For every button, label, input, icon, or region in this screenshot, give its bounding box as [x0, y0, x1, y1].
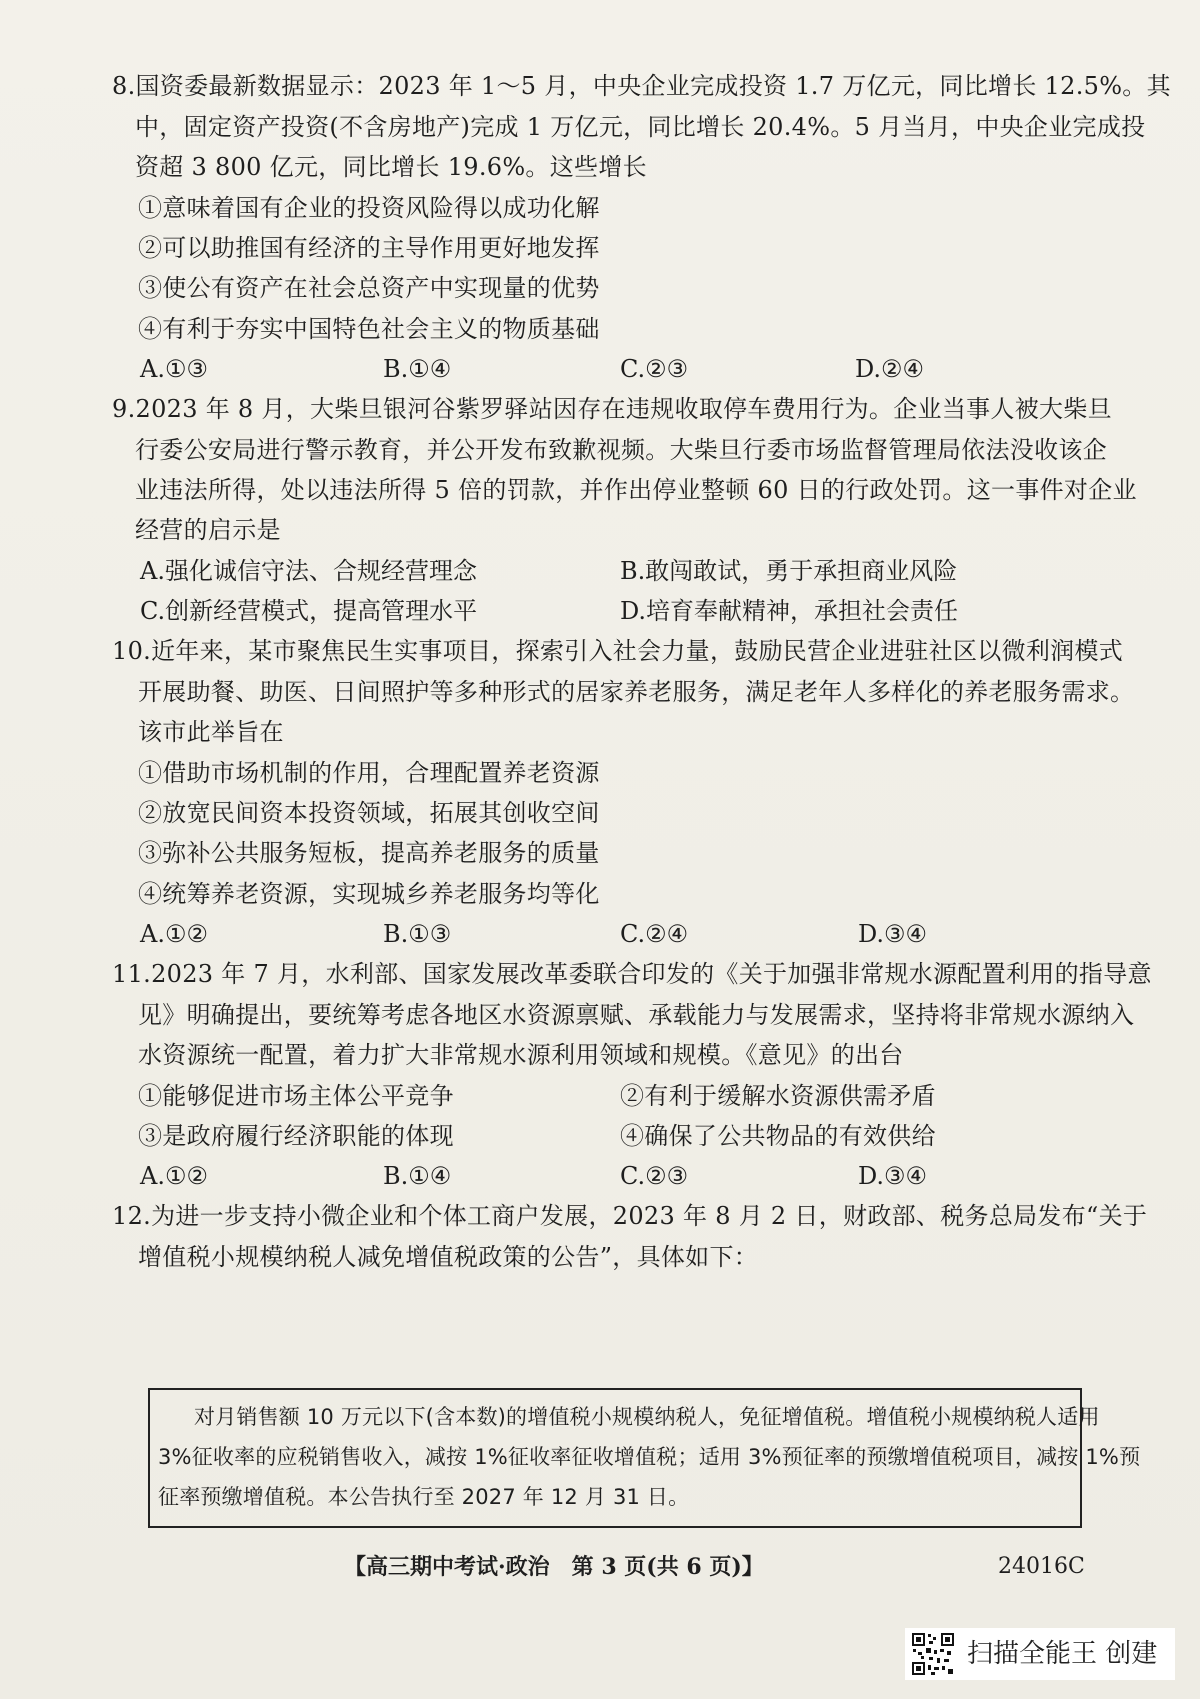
paper-code: 24016C	[998, 1554, 1085, 1579]
scanner-watermark	[905, 1628, 1175, 1680]
statement: ①借助市场机制的作用，合理配置养老资源	[138, 759, 600, 787]
statement: ②有利于缓解水资源供需矛盾	[620, 1082, 936, 1110]
option-d: D.培育奉献精神，承担社会责任	[620, 597, 959, 625]
statement: ③是政府履行经济职能的体现	[138, 1122, 454, 1150]
option-c: C.②③	[620, 355, 689, 383]
question-text-line: 增值税小规模纳税人减免增值税政策的公告”，具体如下：	[138, 1243, 759, 1271]
statement: ③使公有资产在社会总资产中实现量的优势	[138, 274, 600, 302]
option-b: B.敢闯敢试，勇于承担商业风险	[620, 557, 958, 585]
question-text-line: 该市此举旨在	[138, 718, 284, 746]
question-text-line: 水资源统一配置，着力扩大非常规水源利用领域和规模。《意见》的出台	[138, 1041, 904, 1069]
statement: ①意味着国有企业的投资风险得以成功化解	[138, 194, 600, 222]
question-text-line: 见》明确提出，要统筹考虑各地区水资源禀赋、承载能力与发展需求，坚持将非常规水源纳入	[138, 1001, 1135, 1029]
option-a: A.①③	[140, 355, 208, 383]
question-text-line: 11.2023 年 7 月，水利部、国家发展改革委联合印发的《关于加强非常规水源配置利用的指导意	[112, 960, 1152, 988]
question-text-line: 10.近年来，某市聚焦民生实事项目，探索引入社会力量，鼓励民营企业进驻社区以微利润模式	[112, 637, 1124, 665]
option-d: D.②④	[855, 355, 925, 383]
watermark-text: 扫描全能王 创建	[967, 1639, 1158, 1669]
option-a: A.强化诚信守法、合规经营理念	[140, 557, 477, 585]
question-text-line: 12.为进一步支持小微企业和个体工商户发展，2023 年 8 月 2 日，财政部、税务总局发布“关于	[112, 1202, 1148, 1230]
question-text-line: 9.2023 年 8 月，大柴旦银河谷紫罗驿站因存在违规收取停车费用行为。企业当事人被大柴旦	[112, 395, 1112, 423]
option-a: A.①②	[140, 1162, 208, 1190]
notice-line: 征率预缴增值税。本公告执行至 2027 年 12 月 31 日。	[158, 1485, 690, 1509]
question-text-line: 8.国资委最新数据显示：2023 年 1～5 月，中央企业完成投资 1.7 万亿元，同比增长 12.5%。其	[112, 72, 1171, 100]
question-text-line: 中，固定资产投资(不含房地产)完成 1 万亿元，同比增长 20.4%。5 月当月，中央企业完成投	[135, 113, 1146, 141]
statement: ②放宽民间资本投资领域，拓展其创收空间	[138, 799, 600, 827]
policy-notice-box	[148, 1388, 1141, 1528]
statement: ②可以助推国有经济的主导作用更好地发挥	[138, 234, 600, 262]
statement: ④确保了公共物品的有效供给	[620, 1122, 936, 1150]
option-b: B.①④	[383, 1162, 452, 1190]
option-c: C.②④	[620, 920, 689, 948]
notice-line: 3%征收率的应税销售收入，减按 1%征收率征收增值税；适用 3%预征率的预缴增值税项目，减按 1%预	[158, 1445, 1141, 1469]
option-c: C.创新经营模式，提高管理水平	[140, 597, 478, 625]
qr-code-icon	[911, 1632, 955, 1676]
option-b: B.①④	[383, 355, 452, 383]
option-d: D.③④	[858, 1162, 928, 1190]
notice-line: 对月销售额 10 万元以下(含本数)的增值税小规模纳税人，免征增值税。增值税小规模纳税人适用	[194, 1405, 1100, 1429]
option-c: C.②③	[620, 1162, 689, 1190]
statement: ③弥补公共服务短板，提高养老服务的质量	[138, 839, 600, 867]
question-text-line: 资超 3 800 亿元，同比增长 19.6%。这些增长	[135, 153, 647, 181]
statement: ④统筹养老资源，实现城乡养老服务均等化	[138, 880, 600, 908]
option-b: B.①③	[383, 920, 452, 948]
statement: ④有利于夯实中国特色社会主义的物质基础	[138, 315, 600, 343]
option-d: D.③④	[858, 920, 928, 948]
question-text-line: 开展助餐、助医、日间照护等多种形式的居家养老服务，满足老年人多样化的养老服务需求。	[138, 678, 1135, 706]
question-text-line: 业违法所得，处以违法所得 5 倍的罚款，并作出停业整顿 60 日的行政处罚。这一事件对企业	[135, 476, 1137, 504]
question-text-line: 经营的启示是	[135, 516, 281, 544]
question-text-line: 行委公安局进行警示教育，并公开发布致歉视频。大柴旦行委市场监督管理局依法没收该企	[135, 436, 1107, 464]
page-footer-label: 【高三期中考试·政治 第 3 页(共 6 页)】	[344, 1554, 764, 1580]
option-a: A.①②	[140, 920, 208, 948]
statement: ①能够促进市场主体公平竞争	[138, 1082, 454, 1110]
